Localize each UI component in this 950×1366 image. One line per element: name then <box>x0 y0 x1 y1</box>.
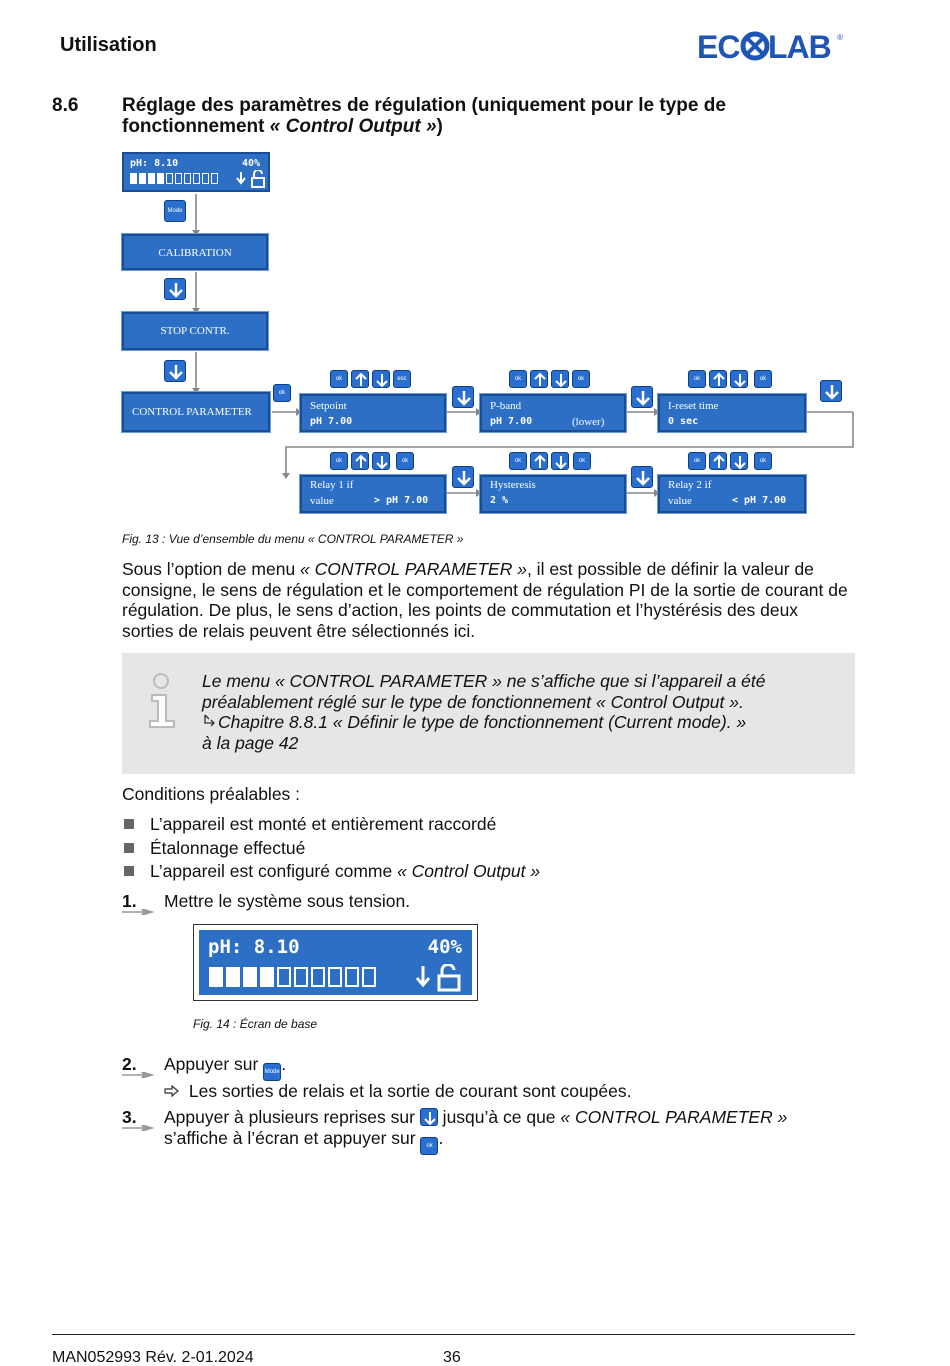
relay2-value: < pH 7.00 <box>732 495 787 506</box>
down-key <box>164 360 186 382</box>
ireset-box <box>658 394 806 432</box>
up-key <box>709 370 727 388</box>
ok-key: ok <box>688 452 706 470</box>
note-line-1: Le menu « CONTROL PARAMETER » ne s’affiche que si l’appareil a été <box>202 671 766 691</box>
ok-key: ok <box>754 370 772 388</box>
step-text: Mettre le système sous tension. <box>164 891 411 911</box>
step-result <box>164 1081 844 1102</box>
pband-value: pH 7.00 <box>490 416 533 427</box>
arrow-lock-icon <box>415 964 465 992</box>
step-arrow-icon <box>122 1125 158 1131</box>
relay1-sub: value <box>310 495 334 507</box>
fig13-caption: Fig. 13 : Vue d’ensemble du menu « CONTROL PARAMETER » <box>122 532 464 546</box>
ok-key: ok <box>572 370 590 388</box>
step-number: 2. <box>122 1054 137 1074</box>
list-item-text: Étalonnage effectué <box>150 837 306 858</box>
down-key <box>730 452 748 470</box>
up-key <box>351 452 369 470</box>
intro-text-1: Sous l’option de menu <box>122 559 301 579</box>
ok-key: ok <box>509 370 527 388</box>
relay2-box <box>658 475 806 513</box>
mode-key: Mode <box>263 1063 281 1081</box>
list-item <box>122 861 540 885</box>
menu-calibration-label: CALIBRATION <box>158 247 232 259</box>
step-number: 1. <box>122 891 137 911</box>
ok-key: ok <box>330 370 348 388</box>
footer-divider <box>52 1334 855 1335</box>
pband-label: P-band <box>490 400 522 412</box>
base-screen-ph: pH: 8.10 <box>208 936 300 958</box>
note-link[interactable]: Chapitre 8.8.1 « Définir le type de fonctionnement (Current mode). » <box>218 712 747 732</box>
setpoint-box <box>300 394 446 432</box>
cross-reference-icon <box>202 714 218 730</box>
step-3-end: . <box>438 1127 444 1148</box>
svg-text:EC: EC <box>697 29 740 64</box>
header-title: Utilisation <box>60 34 157 56</box>
arrow-lock-icon <box>236 170 268 188</box>
list-item <box>122 838 540 862</box>
base-screen-percent: 40% <box>427 936 462 958</box>
list-item-text: L’appareil est configuré comme <box>150 861 398 881</box>
menu-control-label: CONTROL PARAMETER <box>132 406 252 418</box>
ok-key: ok <box>273 384 291 402</box>
down-key <box>820 380 842 402</box>
section-title-text: Réglage des paramètres de régulation (uniquement pour le type de fonctionnement <box>122 95 726 137</box>
relay2-label: Relay 2 if <box>668 479 712 491</box>
section-number: 8.6 <box>52 95 79 116</box>
svg-text:LAB: LAB <box>768 29 831 64</box>
menu-calibration <box>122 234 268 270</box>
pband-extra: (lower) <box>572 416 605 428</box>
down-key <box>551 452 569 470</box>
ireset-value: 0 sec <box>668 416 699 427</box>
step-number: 3. <box>122 1107 137 1127</box>
ok-key: ok <box>573 452 591 470</box>
ok-key: ok <box>754 452 772 470</box>
intro-italic: « CONTROL PARAMETER » <box>300 559 527 579</box>
ok-key: ok <box>396 452 414 470</box>
preconditions-title: Conditions préalables : <box>122 784 301 804</box>
base-screen-bar <box>209 967 376 987</box>
ok-key: ok <box>420 1137 438 1155</box>
ecolab-logo <box>697 28 847 64</box>
down-key <box>372 452 390 470</box>
intro-paragraph <box>122 559 852 641</box>
ok-key: ok <box>688 370 706 388</box>
down-key <box>631 386 653 408</box>
note-line-3[interactable] <box>202 712 842 733</box>
hysteresis-box <box>480 475 626 513</box>
menu-stop-label: STOP CONTR. <box>160 325 230 337</box>
up-key <box>351 370 369 388</box>
relay1-box <box>300 475 446 513</box>
step-3-italic: « CONTROL PARAMETER » <box>560 1107 788 1127</box>
list-item-text: L’appareil est monté et entièrement raccordé <box>150 814 497 834</box>
step-arrow-icon <box>122 909 158 915</box>
step-text: Appuyer sur Mode. Les sorties de relais et la sortie de courant sont coupées. <box>164 1054 844 1102</box>
hysteresis-label: Hysteresis <box>490 479 536 491</box>
bullet-icon <box>124 819 134 829</box>
up-key <box>530 370 548 388</box>
section-title-end: ) <box>436 116 443 137</box>
info-note <box>122 653 855 774</box>
base-screen <box>193 924 478 1001</box>
down-key <box>452 386 474 408</box>
note-line-4: à la page 42 <box>202 732 299 753</box>
note-text <box>202 671 842 753</box>
ok-key: ok <box>330 452 348 470</box>
relay1-value: > pH 7.00 <box>374 495 429 506</box>
down-key <box>452 466 474 488</box>
down-key <box>164 278 186 300</box>
info-icon <box>148 673 178 729</box>
menu-control-parameter <box>122 392 270 432</box>
down-key <box>631 466 653 488</box>
step-result-text: Les sorties de relais et la sortie de courant sont coupées. <box>188 1081 632 1101</box>
setpoint-value: pH 7.00 <box>310 416 353 427</box>
list-item <box>122 814 540 838</box>
esc-key: esc <box>393 370 411 388</box>
step-3-text-b: jusqu’à ce que <box>437 1107 561 1127</box>
step-arrow-icon <box>122 1072 158 1078</box>
step-3-text-a: Appuyer à plusieurs reprises sur <box>164 1107 420 1127</box>
ok-key: ok <box>509 452 527 470</box>
diagram-screen-ph: pH: 8.10 <box>130 158 179 169</box>
diagram-screen <box>122 152 270 192</box>
bullet-icon <box>124 843 134 853</box>
section-title <box>122 95 822 137</box>
down-key <box>551 370 569 388</box>
mode-key: Mode <box>164 200 186 222</box>
diagram-screen-bar <box>130 173 218 184</box>
preconditions-list <box>122 814 540 885</box>
ireset-label: I-reset time <box>668 400 719 412</box>
menu-stop-contr <box>122 312 268 350</box>
down-key <box>730 370 748 388</box>
down-key <box>372 370 390 388</box>
step-3-text-c: s’affiche à l’écran et appuyer sur <box>164 1127 421 1148</box>
diagram-screen-percent: 40% <box>241 158 260 169</box>
result-arrow-icon <box>164 1085 184 1097</box>
up-key <box>709 452 727 470</box>
setpoint-label: Setpoint <box>310 400 347 412</box>
fig14-caption: Fig. 14 : Écran de base <box>193 1017 318 1031</box>
up-key <box>530 452 548 470</box>
list-item-italic: « Control Output » <box>397 861 541 881</box>
section-title-italic: « Control Output » <box>269 116 437 137</box>
relay2-sub: value <box>668 495 692 507</box>
bullet-icon <box>124 866 134 876</box>
footer-doc-ref: MAN052993 Rév. 2-01.2024 <box>52 1349 254 1366</box>
note-line-2: préalablement réglé sur le type de fonctionnement « Control Output ». <box>202 691 744 712</box>
hysteresis-value: 2 % <box>490 495 509 506</box>
footer-page-number: 36 <box>443 1349 461 1366</box>
relay1-label: Relay 1 if <box>310 479 354 491</box>
step-text <box>164 1107 844 1155</box>
step-2-text: Appuyer sur <box>164 1054 264 1074</box>
svg-text:®: ® <box>837 33 843 42</box>
down-key <box>420 1108 438 1126</box>
intro-text-2: , il est possible de définir la valeur de consigne, le sens de régulation et le comportement de régulation PI de la sortie de courant de régulation. De plus, le sens d’action, les points de commutation et l’hystérésis des deux sorties de relais peuvent être sélectionnés ici. <box>122 559 848 641</box>
pband-box <box>480 394 626 432</box>
control-parameter-diagram <box>120 150 860 520</box>
